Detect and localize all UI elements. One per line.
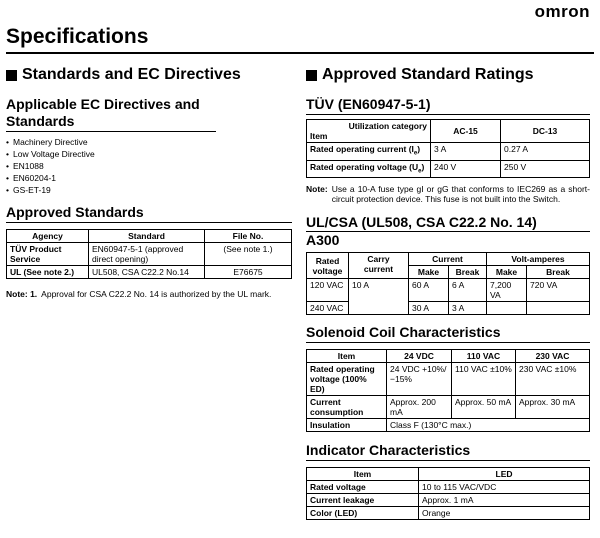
note-text: Approval for CSA C22.2 No. 14 is authorized by the UL mark.	[41, 289, 272, 299]
cell: 7,200 VA	[487, 279, 527, 302]
list-item: • GS-ET-19	[6, 184, 292, 196]
cell: Class F (130°C max.)	[387, 419, 590, 432]
col-header: Break	[449, 266, 487, 279]
cell: 6 A	[449, 279, 487, 302]
col-header: Break	[527, 266, 590, 279]
cell: 10 A	[349, 279, 409, 315]
col-header: Current	[409, 253, 487, 266]
cell: 240 VAC	[307, 302, 349, 315]
table-row	[307, 363, 590, 396]
ul-subheading: A300	[306, 232, 340, 249]
table-row	[307, 481, 590, 494]
list-item: • EN60204-1	[6, 172, 292, 184]
ec-directives-heading: Applicable EC Directives and Standards	[6, 96, 216, 132]
list-item: • Machinery Directive	[6, 136, 292, 148]
cell: Rated operating voltage (100% ED)	[307, 363, 387, 396]
ul-table	[306, 252, 590, 315]
table-row	[307, 507, 590, 520]
cell: Approx. 30 mA	[516, 396, 590, 419]
section-square-icon	[6, 70, 17, 81]
cell	[487, 302, 527, 315]
section-standards-ec	[6, 64, 292, 86]
cell: E76675	[205, 266, 292, 279]
cell: Insulation	[307, 419, 387, 432]
coil-table	[306, 349, 590, 432]
cell: (See note 1.)	[205, 243, 292, 266]
col-header: AC-15	[431, 120, 501, 143]
table-row	[7, 243, 292, 266]
note-label: Note: 1.	[6, 289, 38, 299]
cell: 60 A	[409, 279, 449, 302]
page-title: Specifications	[6, 25, 149, 48]
cell: 120 VAC	[307, 279, 349, 302]
cell: Rated voltage	[307, 481, 419, 494]
col-header: LED	[419, 468, 590, 481]
col-header: Make	[409, 266, 449, 279]
cell: 250 V	[501, 160, 590, 178]
cell: 240 V	[431, 160, 501, 178]
cell	[527, 302, 590, 315]
cell: UL508, CSA C22.2 No.14	[89, 266, 205, 279]
table-header-row	[307, 253, 590, 266]
cell: Rated operating voltage $(U_e)$	[307, 160, 431, 178]
ec-directives-list	[6, 136, 292, 196]
cell: 3 A	[431, 143, 501, 161]
indicator-heading: Indicator Characteristics	[306, 442, 590, 461]
col-header: Volt-amperes	[487, 253, 590, 266]
cell: Approx. 200 mA	[387, 396, 452, 419]
col-header: Item	[307, 350, 387, 363]
approved-standards-table	[6, 229, 292, 279]
table-header-row	[307, 350, 590, 363]
col-header: DC-13	[501, 120, 590, 143]
tuv-table	[306, 119, 590, 178]
cell: Approx. 50 mA	[452, 396, 516, 419]
cell: 30 A	[409, 302, 449, 315]
corner-top: Utilization category	[348, 121, 427, 131]
col-header: Rated voltage	[307, 253, 349, 279]
cell: Rated operating current $(I_e)$	[307, 143, 431, 161]
coil-heading: Solenoid Coil Characteristics	[306, 324, 590, 343]
section-square-icon	[306, 70, 317, 81]
cell: 230 VAC ±10%	[516, 363, 590, 396]
table-row	[307, 160, 590, 178]
table-row	[7, 266, 292, 279]
col-header: Make	[487, 266, 527, 279]
section-title: Standards and EC Directives	[22, 66, 241, 83]
col-header: 230 VAC	[516, 350, 590, 363]
cell: 24 VDC +10%/ −15%	[387, 363, 452, 396]
note-text: Use a 10-A fuse type gI or gG that conforms to IEC269 as a short-circuit protection device. This fuse is not built into the Switch.	[331, 184, 590, 205]
cell: TÜV Product Service	[7, 243, 89, 266]
left-column	[6, 64, 292, 299]
table-row	[307, 279, 590, 302]
cell: Color (LED)	[307, 507, 419, 520]
cell: 720 VA	[527, 279, 590, 302]
table-row	[307, 494, 590, 507]
cell: Approx. 1 mA	[419, 494, 590, 507]
note-label: Note:	[306, 184, 328, 195]
approved-standards-heading: Approved Standards	[6, 204, 292, 223]
section-title: Approved Standard Ratings	[322, 66, 534, 83]
title-divider	[6, 52, 594, 54]
col-header: 110 VAC	[452, 350, 516, 363]
table-row	[307, 143, 590, 161]
cell: 3 A	[449, 302, 487, 315]
approved-note	[6, 289, 292, 299]
cell: Orange	[419, 507, 590, 520]
cell: 110 VAC ±10%	[452, 363, 516, 396]
row-label: Rated operating voltage (U	[310, 161, 419, 172]
table-row	[307, 396, 590, 419]
col-header: Agency	[7, 230, 89, 243]
cell: EN60947-5-1 (approved direct opening)	[89, 243, 205, 266]
cell: UL (See note 2.)	[7, 266, 89, 279]
list-item: • Low Voltage Directive	[6, 148, 292, 160]
list-item: • EN1088	[6, 160, 292, 172]
indicator-table	[306, 467, 590, 520]
tuv-note	[306, 184, 590, 204]
right-column	[306, 64, 590, 520]
section-approved-ratings	[306, 64, 590, 86]
ul-heading-text: UL/CSA (UL508, CSA C22.2 No. 14)	[306, 214, 590, 232]
table-header-row	[7, 230, 292, 243]
tuv-heading: TÜV (EN60947-5-1)	[306, 96, 590, 115]
col-header: Item	[307, 468, 419, 481]
cell: Current consumption	[307, 396, 387, 419]
cell: Current leakage	[307, 494, 419, 507]
col-header: File No.	[205, 230, 292, 243]
cell: 0.27 A	[501, 143, 590, 161]
corner-header	[307, 120, 431, 143]
table-row	[307, 419, 590, 432]
col-header: Carry current	[349, 253, 409, 279]
cell: 10 to 115 VAC/VDC	[419, 481, 590, 494]
row-label-sub: e	[418, 168, 422, 175]
row-label-sub: e	[413, 150, 418, 157]
table-header-row	[307, 120, 590, 143]
omron-logo: omron	[534, 2, 590, 21]
table-header-row	[307, 468, 590, 481]
ul-heading	[306, 214, 590, 250]
col-header: 24 VDC	[387, 350, 452, 363]
row-label: Rated operating current (I	[310, 144, 414, 154]
col-header: Standard	[89, 230, 205, 243]
corner-bottom: Item	[310, 131, 328, 141]
